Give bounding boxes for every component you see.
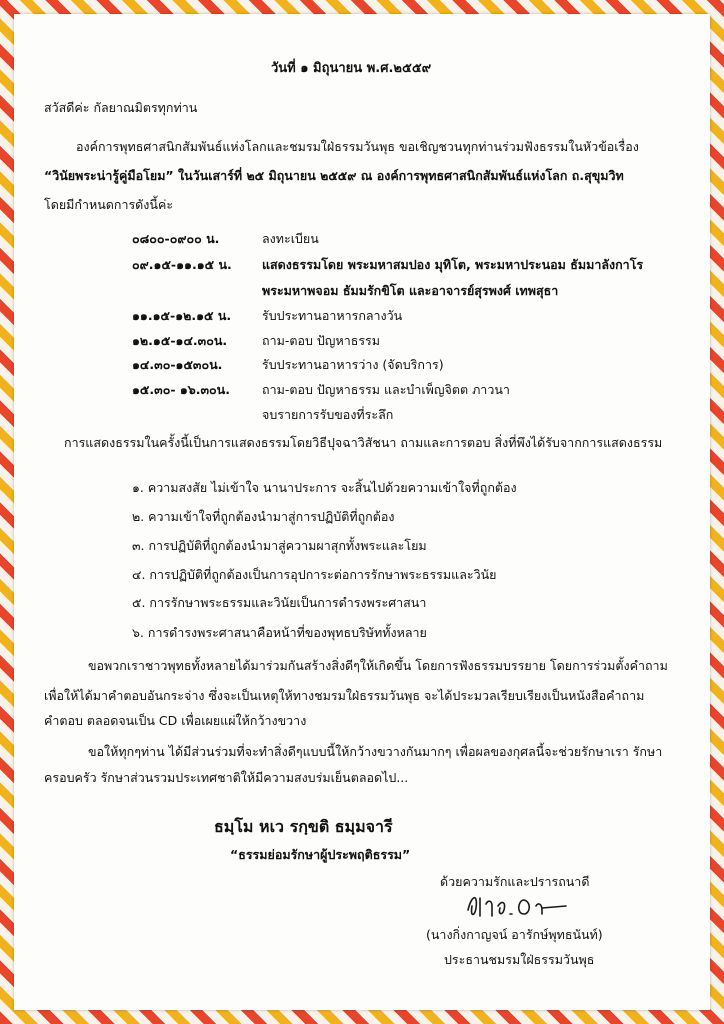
thai-motto: “ธรรมย่อมรักษาผู้ประพฤติธรรม” <box>230 847 411 862</box>
intro-line-2: “วินัยพระน่ารู้คู่มือโยม” ในวันเสาร์ที่ ๒๕ มิถุนายน ๒๕๕๙ ณ องค์การพุทธศาสนิกสัมพันธ์แห่งโลก ถ.สุขุมวิท <box>44 168 624 183</box>
schedule-activity: พระมหาพจอม ธัมมรักขิโต และอาจารย์สุรพงศ์ เทพสุธา <box>262 283 559 298</box>
wish-line-1: ขอให้ทุกๆท่าน ได้มีส่วนร่วมที่จะทำสิ่งดีๆแบบนี้ให้กว้างขวางกันมากๆ เพื่อผลของกุศลนี้จะช่วยรักษาเรา รักษา <box>88 744 663 759</box>
benefit-item: ๓. การปฏิบัติที่ถูกต้องนำมาสู่ความผาสุกทั้งพระและโยม <box>132 538 427 553</box>
schedule-time: ๑๕.๓๐- ๑๖.๓๐น. <box>132 382 230 397</box>
schedule-activity: ลงทะเบียน <box>262 231 319 246</box>
schedule-time: ๑๒.๑๕-๑๔.๓๐น. <box>132 333 228 348</box>
invite-line-2: เพื่อให้ได้มาคำตอบอันกระจ่าง ซึ่งจะเป็นเหตุให้ทางชมรมใฝ่ธรรมวันพุธ จะได้ประมวลเรียบเรียงเป็นหนังสือคำถาม <box>44 688 645 703</box>
benefit-item: ๑. ความสงสัย ไม่เข้าใจ นานาประการ จะสิ้นไปด้วยความเข้าใจที่ถูกต้อง <box>132 480 517 495</box>
schedule-activity: ถาม-ตอบ ปัญหาธรรม <box>262 333 381 348</box>
summary-line: การแสดงธรรมในครั้งนี้เป็นการแสดงธรรมโดยวิธีปุจฉาวิสัชนา ถามและการตอบ สิ่งที่พึงได้รับจากการแสดงธรรม <box>64 435 663 450</box>
benefit-item: ๔. การปฏิบัติที่ถูกต้องเป็นการอุปการะต่อการรักษาพระธรรมและวินัย <box>132 567 497 582</box>
schedule-time: ๑๔.๓๐-๑๕๓๐น. <box>132 357 223 372</box>
schedule-activity: แสดงธรรมโดย พระมหาสมปอง มุทิโต, พระมหาประนอม ธัมมาลังกาโร <box>262 257 644 272</box>
intro-line-3: โดยมีกำหนดการดังนี้ค่ะ <box>44 197 174 212</box>
letter-date: วันที่ ๑ มิถุนายน พ.ศ.๒๕๕๙ <box>271 61 432 76</box>
benefit-item: ๖. การดำรงพระศาสนาคือหน้าที่ของพุทธบริษัททั้งหลาย <box>132 625 427 640</box>
schedule-activity: ถาม-ตอบ ปัญหาธรรม และบำเพ็ญจิตต ภาวนา <box>262 382 510 397</box>
schedule-time: ๐๙.๑๕-๑๑.๑๕ น. <box>132 257 232 272</box>
greeting: สวัสดีค่ะ กัลยาณมิตรทุกท่าน <box>44 100 198 115</box>
handwritten-signature <box>462 888 582 924</box>
signer-title: ประธานชมรมใฝ่ธรรมวันพุธ <box>444 952 595 967</box>
closing-phrase: ด้วยความรักและปรารถนาดี <box>440 874 590 889</box>
intro-line-1: องค์การพุทธศาสนิกสัมพันธ์แห่งโลกและชมรมใฝ่ธรรมวันพุธ ขอเชิญชวนทุกท่านร่วมฟังธรรมในหัวข้อเรื่อง <box>76 139 639 154</box>
schedule-activity: จบรายการรับของที่ระลึก <box>262 407 394 422</box>
pali-motto: ธมฺโม หเว รกฺขติ ธมฺมจารี <box>214 817 393 836</box>
schedule-activity: รับประทานอาหารว่าง (จัดบริการ) <box>262 357 444 372</box>
schedule-time: ๑๑.๑๕-๑๒.๑๕ น. <box>132 308 232 323</box>
benefit-item: ๒. ความเข้าใจที่ถูกต้องนำมาสู่การปฏิบัติที่ถูกต้อง <box>132 509 395 524</box>
benefit-item: ๕. การรักษาพระธรรมและวินัยเป็นการดำรงพระศาสนา <box>132 595 427 610</box>
schedule-activity: รับประทานอาหารกลางวัน <box>262 308 403 323</box>
schedule-time: ๐๘๐๐-๐๙๐๐ น. <box>132 231 220 246</box>
wish-line-2: ครอบครัว รักษาส่วนรวมประเทศชาติให้มีความสงบร่มเย็นตลอดไป... <box>44 770 409 785</box>
invite-line-3: คำตอบ ตลอดจนเป็น CD เพื่อเผยแผ่ให้กว้างขวาง <box>44 713 307 728</box>
signer-name: (นางกิ่งกาญจน์ อารักษ์พุทธนันท์) <box>426 927 603 942</box>
invite-line-1: ขอพวกเราชาวพุทธทั้งหลายได้มาร่วมกันสร้างสิ่งดีๆให้เกิดขึ้น โดยการฟังธรรมบรรยาย โดยการร่วมตั้งคำถาม <box>88 658 668 673</box>
